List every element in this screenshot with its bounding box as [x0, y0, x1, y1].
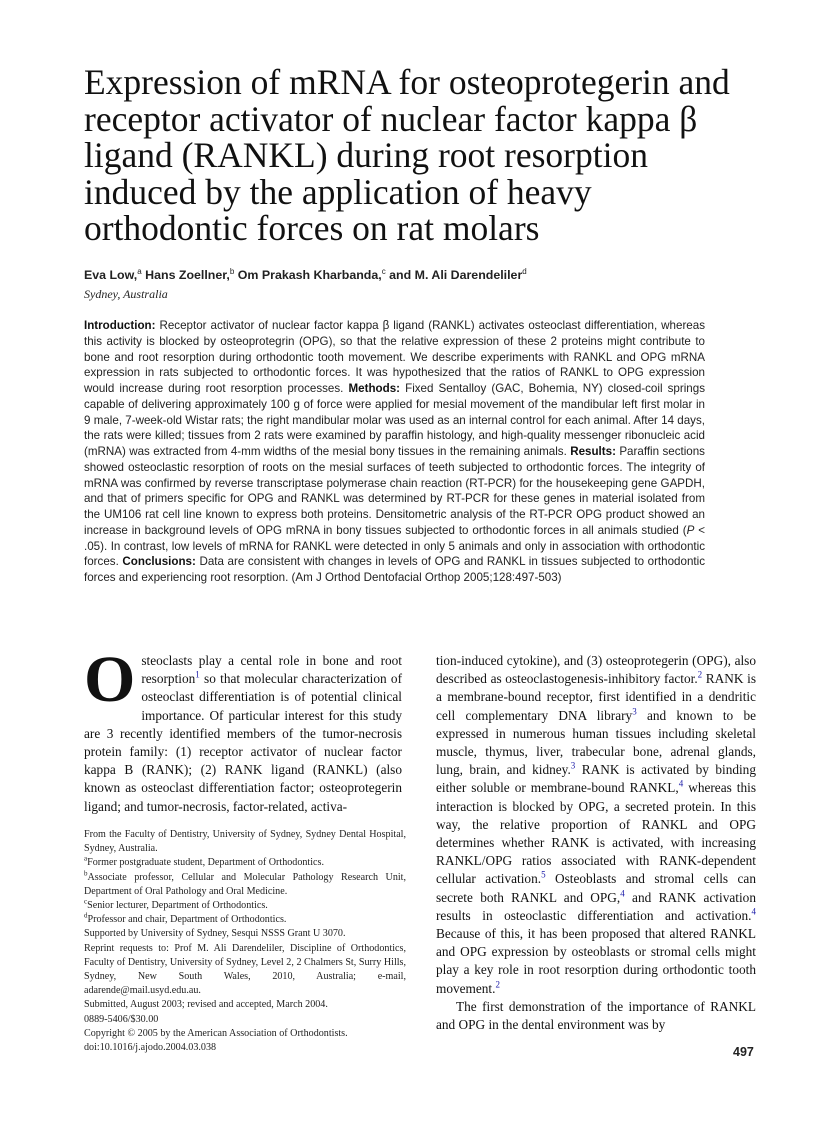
author-conjunction: and: [389, 268, 415, 283]
abstract-results-continued: < .05). In contrast, low levels of mRNA for RANKL were detected in only 5 animals and only in association with orthodontic forces.: [84, 523, 705, 569]
footnote-doi[interactable]: doi:10.1016/j.ajodo.2004.03.038: [84, 1042, 217, 1054]
article-footnotes: [84, 828, 406, 1055]
footnote-reprint: Reprint requests to: Prof M. Ali Darendeliler, Discipline of Orthodontics, Faculty of Dentistry, University of Sydney, Level 2, 2 Chalmers St, Surry Hills, Sydney, New South Wales, 2010, Australia; e-mail, adarende@mail.usyd.edu.au.: [84, 942, 406, 997]
body-paragraph: [84, 643, 402, 816]
drop-cap: O: [84, 643, 136, 716]
author-name: Hans Zoellner,: [145, 268, 230, 283]
footnote-copyright: Copyright © 2005 by the American Association of Orthodontists.: [84, 1027, 348, 1039]
abstract: [84, 318, 705, 586]
abstract-conclusions: Data are consistent with changes in levels of OPG and RANKL in tissues subjected to orthodontic forces and experiencing root resorption. (Am J Orthod Dentofacial Orthop 2005;128:497-503): [84, 555, 705, 584]
body-text: RANK is activated by binding either soluble or membrane-bound RANKL,: [436, 762, 756, 796]
body-text: Because of this, it has been proposed that altered RANKL and OPG expression by osteoblasts or stromal cells might play a key role in root resorption during orthodontic tooth movement.: [436, 926, 756, 996]
body-text: steoclasts play a cental role in bone and root resorption: [141, 653, 402, 687]
page-number: 497: [733, 1045, 754, 1059]
footnote-institution: From the Faculty of Dentistry, University of Sydney, Sydney Dental Hospital, Sydney, Australia.: [84, 829, 406, 855]
footnote-issn: 0889-5406/$30.00: [84, 1013, 159, 1025]
affiliation-marker: c: [381, 267, 386, 276]
body-text: RANK is a membrane-bound receptor, first identified in a dendritic cell complementary DNA library: [436, 671, 756, 723]
footnote-b: $^b$Associate professor, Cellular and Molecular Pathology Research Unit, Department of Oral Pathology and Oral Medicine.: [84, 869, 406, 897]
author-name: Om Prakash Kharbanda,: [237, 268, 382, 283]
affiliation-marker: b: [229, 267, 235, 276]
affiliation-marker: d: [522, 267, 527, 276]
body-text: and known to be expressed in numerous human tissues including skeletal muscle, thymus, liver, trabecular bone, adrenal glands, lung, brain, and kidney.: [436, 707, 756, 778]
abstract-methods-label: Methods:: [348, 382, 401, 395]
reference-link[interactable]: 1: [195, 669, 200, 680]
reference-link[interactable]: 4: [620, 888, 625, 899]
footnote-c: $^c$Senior lecturer, Department of Orthodontics.: [84, 897, 268, 912]
abstract-introduction: Receptor activator of nuclear factor kappa β ligand (RANKL) activates osteoclast differentiation, whereas this activity is blocked by osteoprotegrin (OPG), so that the relative expression of these 2 proteins might contribute to bone and root resorption during orthodontic tooth movement. We describe experiments with RANKL and OPG mRNA expression in rats subjected to orthodontic forces. It was hypothesized that the ratios of RANKL to OPG expression would increase during root resorption processes.: [84, 319, 705, 395]
body-column-right: [436, 652, 756, 1034]
body-paragraph: [436, 652, 756, 998]
p-value-symbol: P: [686, 523, 695, 537]
author-name: Eva Low,: [84, 268, 138, 283]
abstract-introduction-label: Introduction:: [84, 319, 156, 332]
body-text: tion-induced cytokine), and (3) osteoprotegerin (OPG), also described as osteoclastogenesis-inhibitory factor.: [436, 653, 756, 687]
body-text: and RANK activation results in osteoclastic differentiation and activation.: [436, 889, 756, 923]
abstract-conclusions-label: Conclusions:: [122, 555, 196, 569]
reference-link[interactable]: 4: [678, 779, 684, 789]
footnote-submitted: Submitted, August 2003; revised and accepted, March 2004.: [84, 999, 328, 1011]
reference-link[interactable]: 3: [570, 760, 576, 771]
footnote-d: $^d$Professor and chair, Department of Orthodontics.: [84, 911, 287, 926]
footnote-support: Supported by University of Sydney, Sesqui NSSS Grant U 3070.: [84, 928, 346, 940]
author-list: [84, 267, 764, 282]
footnote-a: $^a$Former postgraduate student, Department of Orthodontics.: [84, 855, 324, 869]
abstract-results-label: Results:: [570, 445, 616, 458]
reference-link[interactable]: 2: [495, 979, 500, 990]
body-text: so that molecular characterization of osteoclast differentiation is of potential clinical importance. Of particular interest for this study are 3 recently identified members of the tumor-necrosis protein family: (1) receptor activator of nuclear factor kappa B (RANK); (2) RANK ligand (RANKL) (also known as osteoclast differentiation factor; osteoprotegerin ligand; and tumor-necrosis, factor-related, activa-: [84, 671, 402, 814]
body-column-left: [84, 643, 402, 816]
abstract-methods: Fixed Sentalloy (GAC, Bohemia, NY) closed-coil springs capable of delivering approximately 100 g of force were applied for mesial movement of the mandibular left first molar in 9 male, 7-week-old Wistar rats; the right mandibular molar was used as an internal control for each animal. After 14 days, the rats were killed; tissues from 2 rats were examined by paraffin histology, and high-quality messenger ribonucleic acid (mRNA) was extracted from 4-mm widths of the mesial bony tissues in the remaining animals.: [84, 382, 705, 458]
author-name: M. Ali Darendeliler: [414, 268, 523, 283]
body-paragraph: The first demonstration of the importance of RANKL and OPG in the dental environment was by: [436, 998, 756, 1033]
body-text: whereas this interaction is blocked by OPG, a secreted protein. In this way, the relative proportion of RANKL and OPG determines whether RANK is activated, with increasing RANKL/OPG ratios associated with RANK-dependent cellular activation.: [436, 780, 756, 887]
reference-link[interactable]: 2: [697, 669, 703, 680]
affiliation-marker: a: [137, 267, 142, 276]
author-location: Sydney, Australia: [84, 287, 168, 301]
reference-link[interactable]: 3: [632, 706, 637, 717]
reference-link[interactable]: 5: [541, 870, 546, 881]
body-text: Osteoblasts and stromal cells can secrete both RANKL and OPG,: [436, 871, 756, 905]
reference-link[interactable]: 4: [751, 906, 756, 917]
abstract-results: Paraffin sections showed osteoclastic resorption of roots on the mesial surfaces of teeth subjected to orthodontic forces. The integrity of mRNA was confirmed by reverse transcriptase polymerase chain reaction (RT-PCR) for the housekeeping gene GAPDH, and that of primers specific for OPG and RANKL was determined by RT-PCR for these genes in material isolated from the UM106 rat cell line known to express both proteins. Densitometric analysis of the RT-PCR OPG product showed an increase in background levels of OPG mRNA in bony tissues subjected to orthodontic forces in all animals studied (: [84, 445, 705, 537]
article-title: Expression of mRNA for osteoprotegerin and receptor activator of nuclear factor kappa β ligand (RANKL) during root resorption induced by the application of heavy orthodontic forces on rat molars: [84, 62, 730, 248]
